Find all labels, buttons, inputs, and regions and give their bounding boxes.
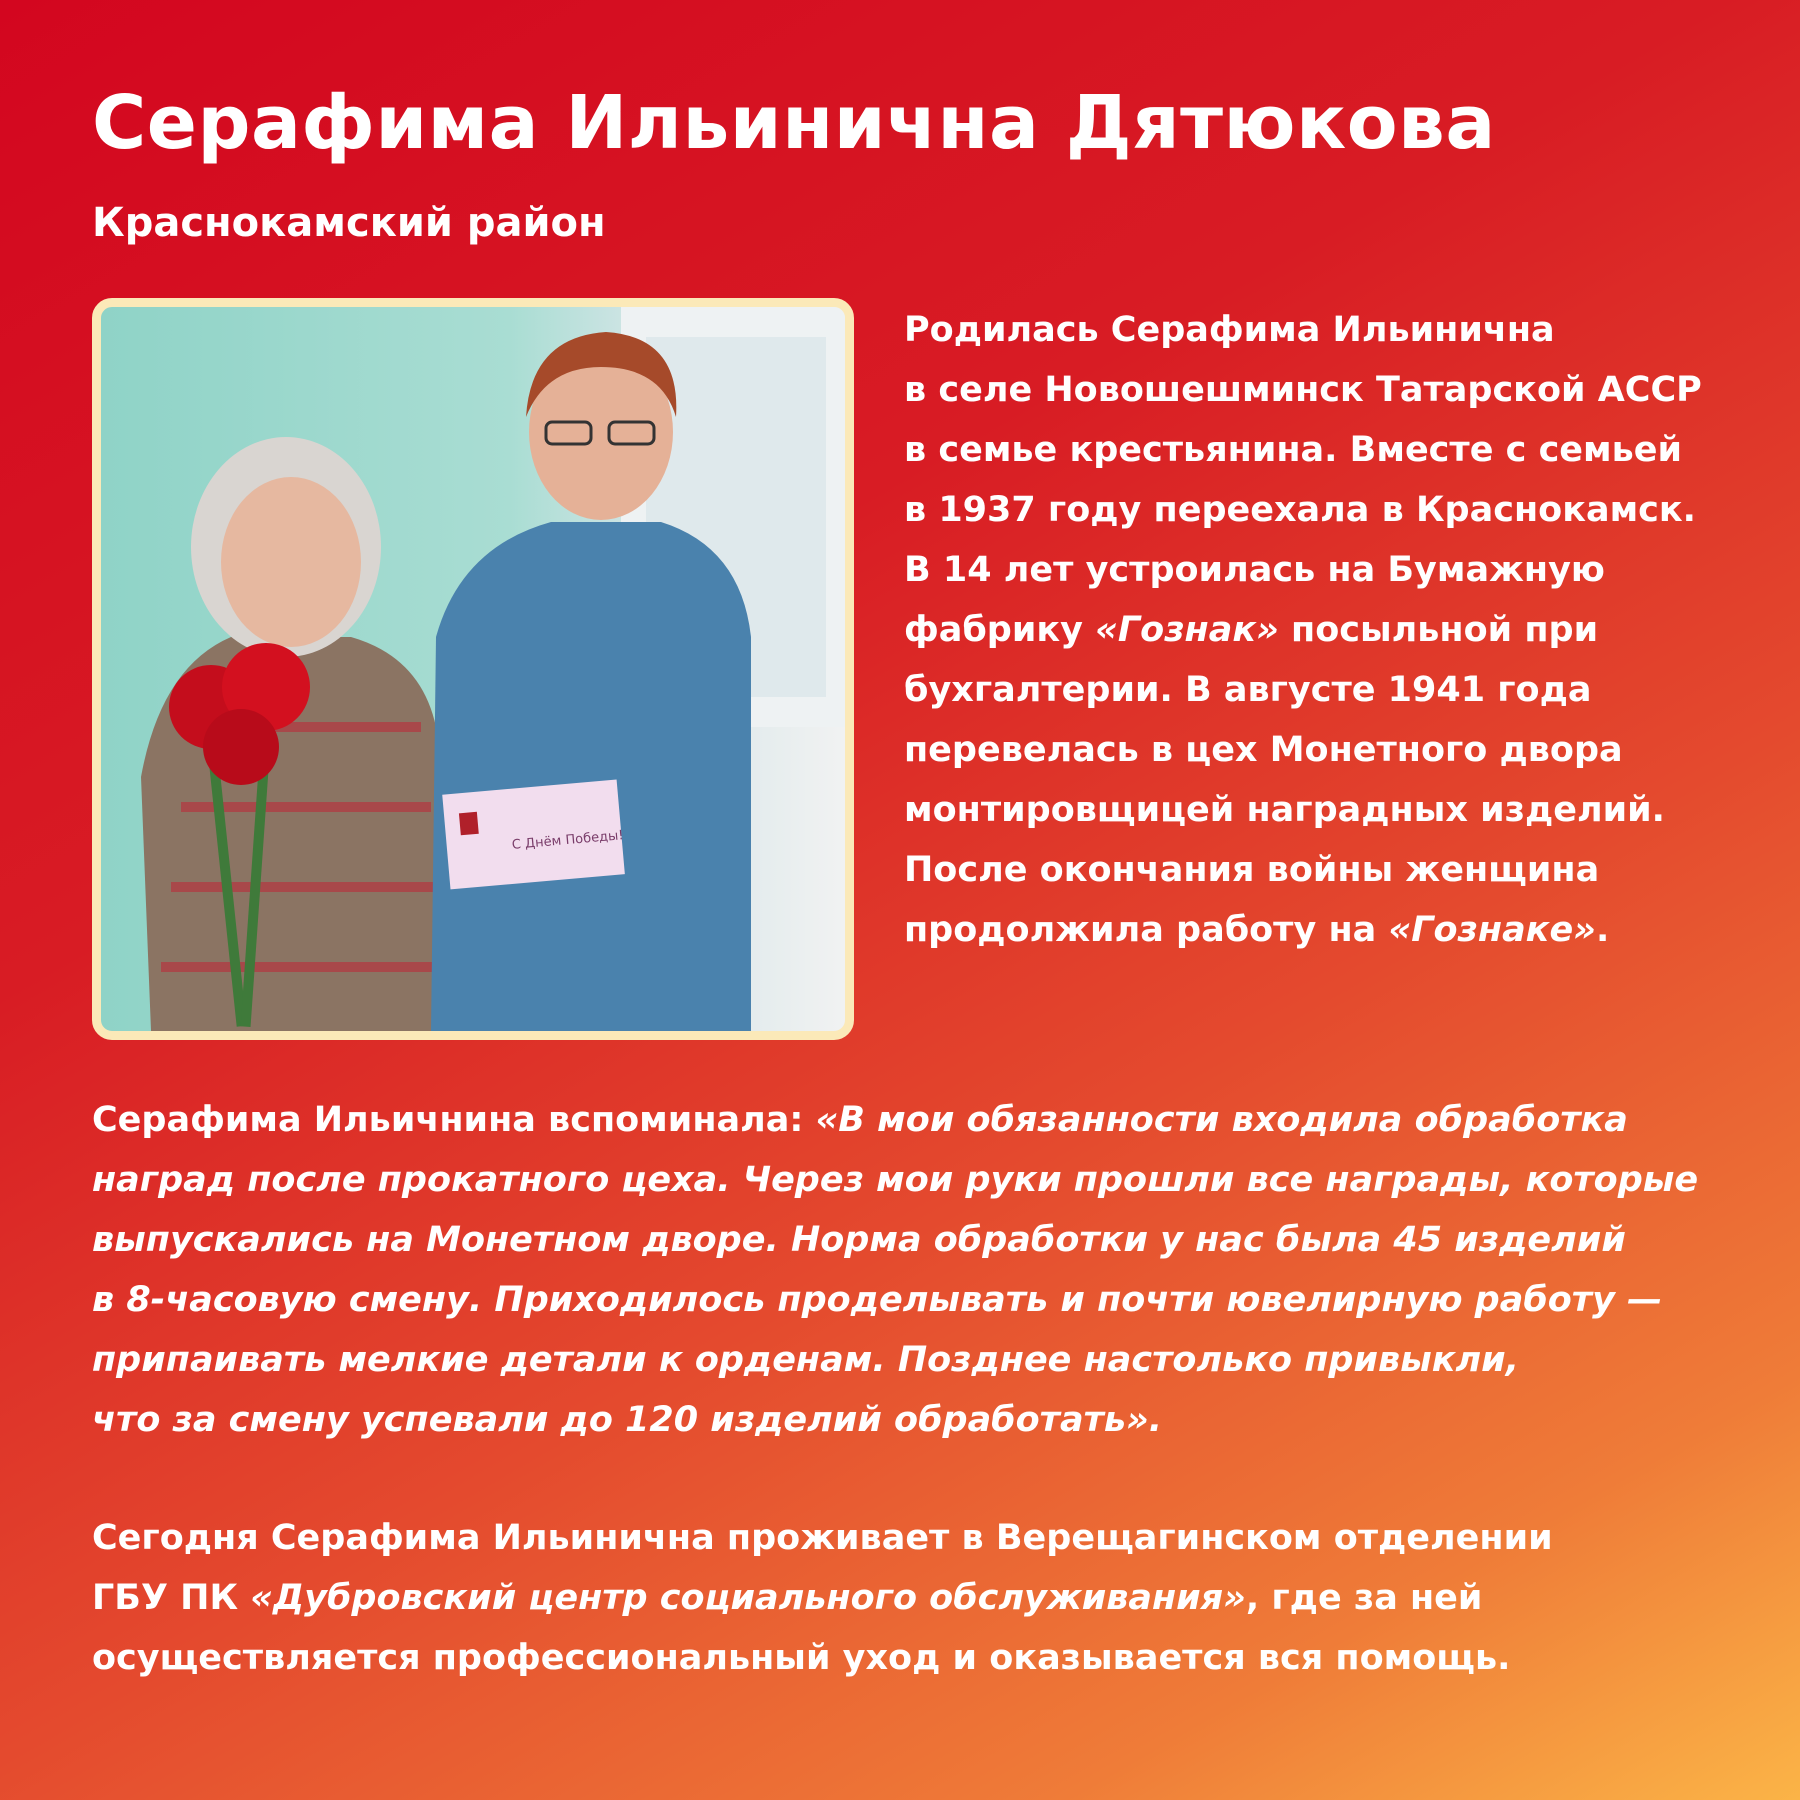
- bio-line: перевелась в цех Монетного двора: [904, 730, 1623, 770]
- bio-line: в семье крестьянина. Вместе с семьей: [904, 430, 1683, 470]
- bio-line: в 1937 году переехала в Краснокамск.: [904, 490, 1696, 530]
- bio-line: бухгалтерии. В августе 1941 года: [904, 670, 1592, 710]
- district-subtitle: Краснокамский район: [92, 200, 606, 246]
- quote-line: в 8-часовую смену. Приходилось проделывать и почти ювелирную работу —: [92, 1280, 1663, 1320]
- quote-line: выпускались на Монетном дворе. Норма обработки у нас была 45 изделий: [92, 1220, 1626, 1260]
- memory-quote: [92, 1090, 1732, 1450]
- bio-line: в селе Новошешминск Татарской АССР: [904, 370, 1702, 410]
- quote-line: Серафима Ильичнина вспоминала: «В мои обязанности входила обработка: [92, 1100, 1628, 1140]
- quote-line: что за смену успевали до 120 изделий обработать».: [92, 1400, 1163, 1440]
- quote-line: наград после прокатного цеха. Через мои руки прошли все награды, которые: [92, 1160, 1699, 1200]
- bio-line: Родилась Серафима Ильинична: [904, 310, 1555, 350]
- older-woman-face: [221, 477, 361, 647]
- younger-woman-shirt: [431, 522, 751, 1031]
- page-title: Серафима Ильинична Дятюкова: [92, 80, 1496, 166]
- bio-line: В 14 лет устроилась на Бумажную: [904, 550, 1605, 590]
- photo-frame: [92, 298, 854, 1040]
- bio-line: фабрику «Гознак» посыльной при: [904, 610, 1599, 650]
- card-text: С Днём Победы!: [511, 828, 625, 853]
- bio-line: После окончания войны женщина: [904, 850, 1600, 890]
- quote-line: припаивать мелкие детали к орденам. Позднее настолько привыкли,: [92, 1340, 1520, 1380]
- biography-text: [904, 300, 1724, 960]
- veteran-photo: [101, 307, 845, 1031]
- bio-line: продолжила работу на «Гознаке».: [904, 910, 1610, 950]
- status-line: ГБУ ПК «Дубровский центр социального обслуживания», где за ней: [92, 1578, 1483, 1618]
- current-status-text: [92, 1508, 1732, 1688]
- bio-line: монтировщицей наградных изделий.: [904, 790, 1665, 830]
- status-line: осуществляется профессиональный уход и оказывается вся помощь.: [92, 1638, 1511, 1678]
- status-line: Сегодня Серафима Ильинична проживает в Верещагинском отделении: [92, 1518, 1553, 1558]
- carnation-flower: [203, 709, 279, 785]
